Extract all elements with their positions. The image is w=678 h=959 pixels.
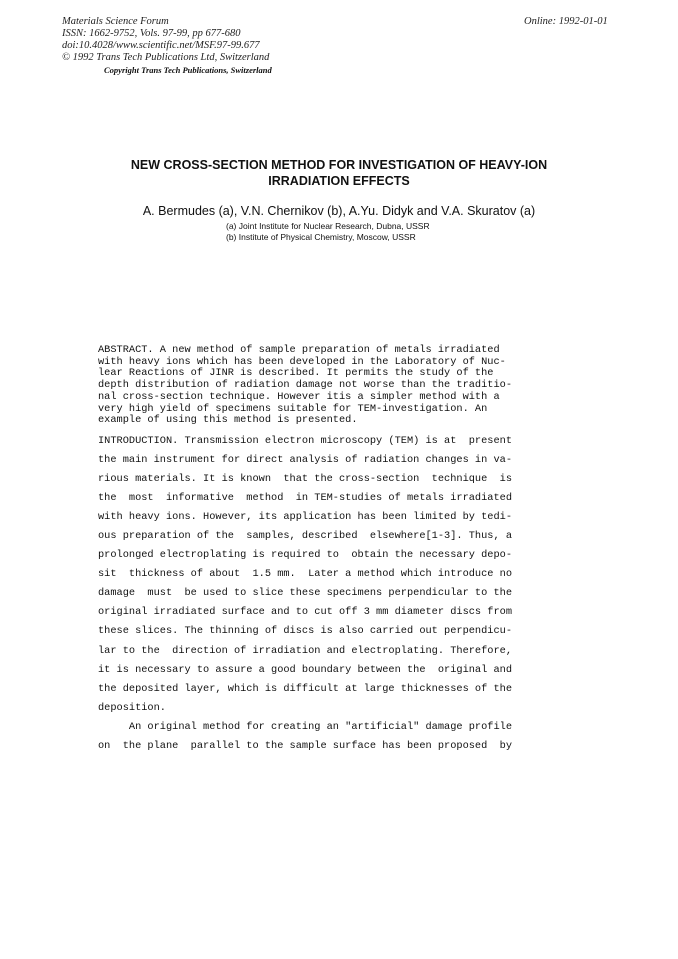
- abstract-line: very high yield of specimens suitable for TEM-investigation. An: [98, 402, 488, 415]
- body-line: original irradiated surface and to cut off 3 mm diameter discs from: [98, 606, 513, 619]
- authors: A. Bermudes (a), V.N. Chernikov (b), A.Yu. Didyk and V.A. Skuratov (a): [142, 204, 536, 218]
- body-line: rious materials. It is known that the cross-section technique is: [98, 473, 513, 486]
- journal-name: Materials Science Forum: [62, 16, 169, 27]
- body-line: the deposited layer, which is difficult at large thicknesses of the: [98, 682, 513, 695]
- body-line: deposition.: [98, 701, 166, 714]
- body-line: sit thickness of about 1.5 mm. Later a method which introduce no: [98, 568, 513, 581]
- publisher-line: © 1992 Trans Tech Publications Ltd, Switzerland: [62, 52, 270, 63]
- paper-title-line-2: IRRADIATION EFFECTS: [268, 174, 410, 188]
- body-line: these slices. The thinning of discs is also carried out perpendicu-: [98, 625, 513, 638]
- affiliation-b: (b) Institute of Physical Chemistry, Moscow, USSR: [226, 232, 416, 242]
- abstract-line: lear Reactions of JINR is described. It permits the study of the: [98, 367, 494, 380]
- doi-line: doi:10.4028/www.scientific.net/MSF.97-99.677: [62, 40, 260, 51]
- body-line: An original method for creating an "artificial" damage profile: [98, 720, 513, 733]
- paper-title-line-1: NEW CROSS-SECTION METHOD FOR INVESTIGATION OF HEAVY-ION: [130, 158, 548, 172]
- online-date: Online: 1992-01-01: [524, 16, 608, 27]
- body-line: the main instrument for direct analysis of radiation changes in va-: [98, 454, 513, 467]
- body-line: prolonged electroplating is required to obtain the necessary depo-: [98, 549, 513, 562]
- abstract-line: ABSTRACT. A new method of sample preparation of metals irradiated: [98, 344, 500, 356]
- affiliation-a: (a) Joint Institute for Nuclear Research, Dubna, USSR: [226, 221, 430, 231]
- abstract: [98, 345, 512, 427]
- body-line: with heavy ions. However, its application has been limited by tedi-: [98, 511, 513, 524]
- abstract-line: depth distribution of radiation damage not worse than the traditio-: [98, 379, 513, 392]
- abstract-line: example of using this method is presented.: [98, 414, 358, 427]
- body-line: on the plane parallel to the sample surface has been proposed by: [98, 739, 513, 752]
- abstract-line: nal cross-section technique. However itis a simpler method with a: [98, 390, 500, 403]
- affiliations: [226, 221, 430, 243]
- journal-metadata: [62, 16, 269, 64]
- abstract-line: with heavy ions which has been developed in the Laboratory of Nuc-: [98, 355, 506, 368]
- body-line: INTRODUCTION. Transmission electron microscopy (TEM) is at present: [98, 435, 513, 447]
- copyright-notice: Copyright Trans Tech Publications, Switzerland: [104, 65, 272, 75]
- paper-title: [0, 157, 678, 189]
- body-line: damage must be used to slice these specimens perpendicular to the: [98, 587, 513, 600]
- introduction-section: [98, 432, 512, 756]
- issn-line: ISSN: 1662-9752, Vols. 97-99, pp 677-680: [62, 28, 241, 39]
- body-line: it is necessary to assure a good boundary between the original and: [98, 663, 513, 676]
- body-line: the most informative method in TEM-studies of metals irradiated: [98, 492, 513, 505]
- body-line: lar to the direction of irradiation and electroplating. Therefore,: [98, 644, 513, 657]
- body-line: ous preparation of the samples, described elsewhere[1-3]. Thus, a: [98, 530, 513, 543]
